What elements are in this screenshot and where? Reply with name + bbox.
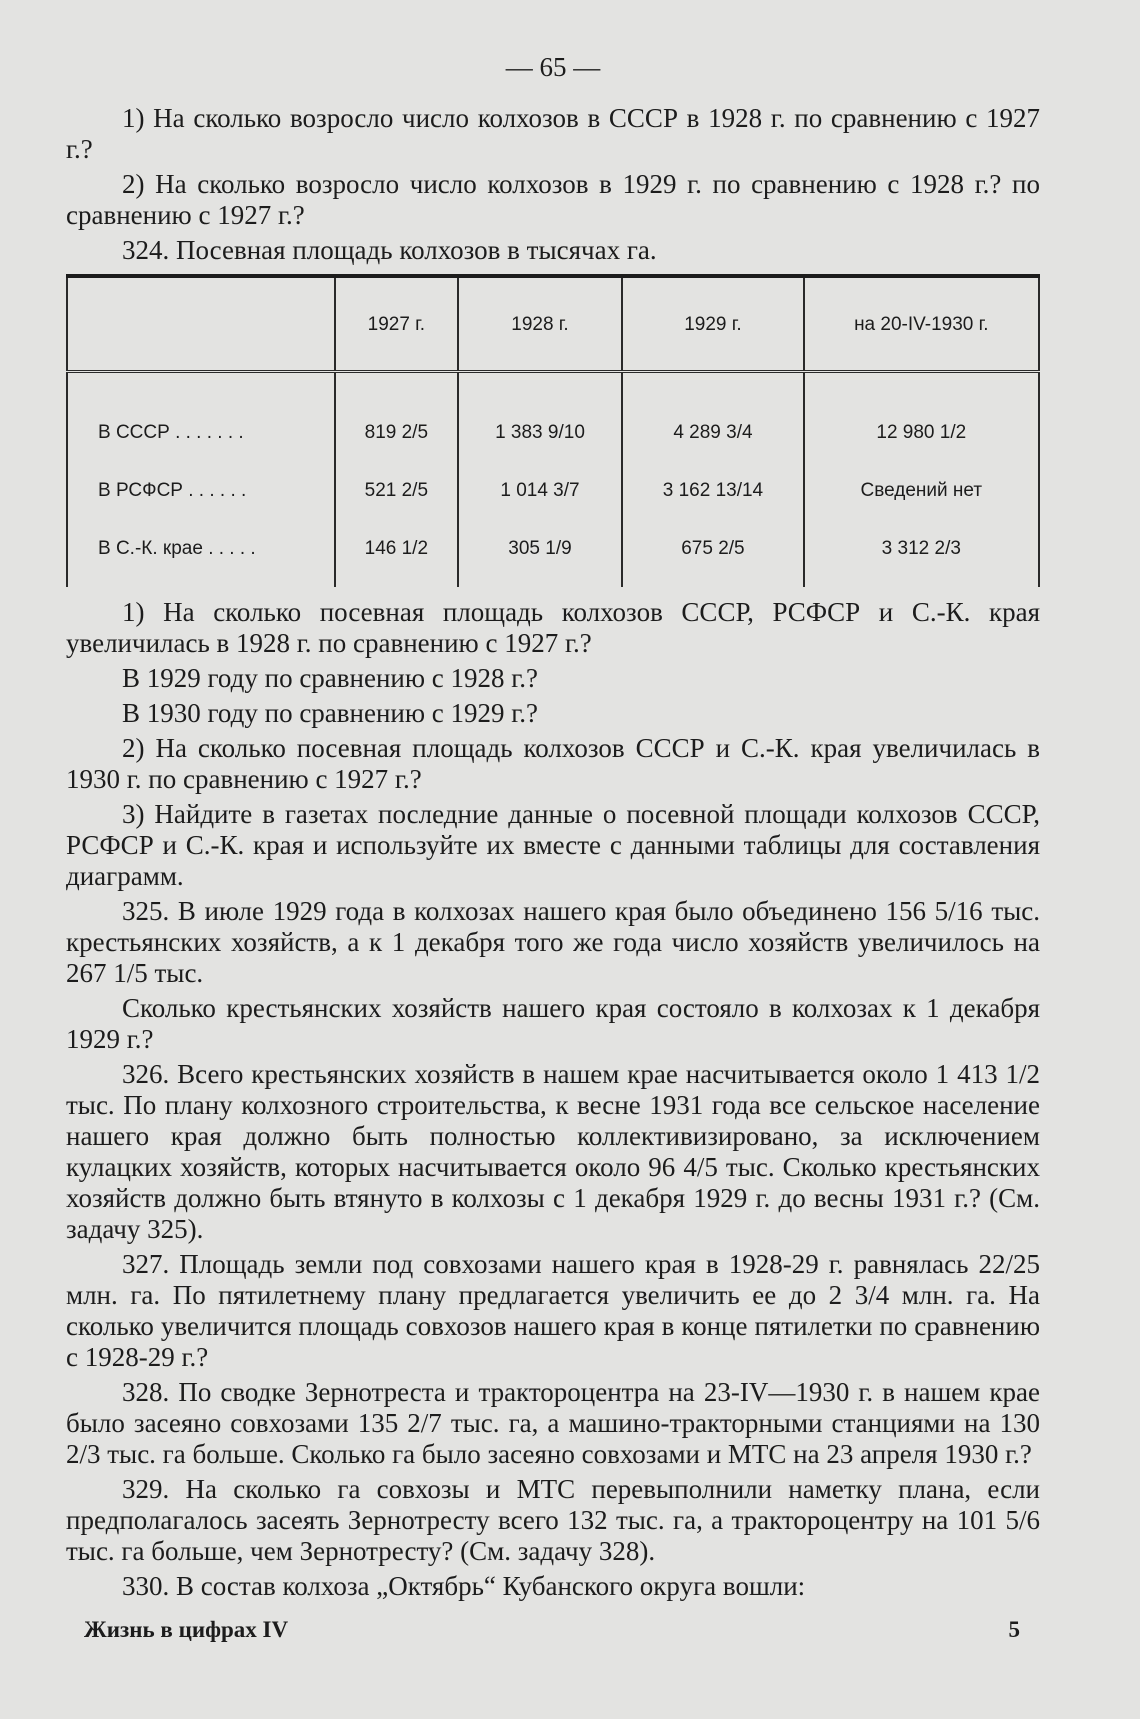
q324-1b: В 1929 году по сравнению с 1928 г.? [122,663,539,693]
problem-325: 325. В июле 1929 года в колхозах нашего края было объединено 156 5/16 тыс. крестьянских хозяйств, а к 1 декабря того же года число хозяйств увеличилось на 267 1/5 тыс. [66,896,1040,988]
q324-2: 2) На сколько посевная площадь колхозов СССР и С.-К. края увеличилась в 1930 г. по сравнению с 1927 г.? [66,733,1040,794]
table-row [67,461,1039,519]
footer-book-title: Жизнь в цифрах IV [84,1617,289,1642]
table-cell: 1 014 3/7 [458,461,623,519]
table-cell: 146 1/2 [335,519,458,587]
row-label: В РСФСР . . . . . . [67,461,335,519]
q324-1c: В 1930 году по сравнению с 1929 г.? [122,698,539,728]
row-label: В СССР . . . . . . . [67,372,335,462]
question-1: 1) На сколько возросло число колхозов в СССР в 1928 г. по сравнению с 1927 г.? [66,103,1040,164]
footer-signature-number: 5 [1008,1617,1020,1642]
table-cell: 3 312 2/3 [804,519,1039,587]
q324-3: 3) Найдите в газетах последние данные о посевной площади колхозов СССР, РСФСР и С.-К. края и используйте их вместе с данными таблицы для составления диаграмм. [66,799,1040,891]
table-cell: 819 2/5 [335,372,458,462]
table-row [67,372,1039,462]
question-2: 2) На сколько возросло число колхозов в 1929 г. по сравнению с 1928 г.? по сравнению с 1927 г.? [66,169,1040,230]
header-1928: 1928 г. [458,276,623,372]
table-cell: 4 289 3/4 [622,372,803,462]
header-1929: 1929 г. [622,276,803,372]
problem-324-title: 324. Посевная площадь колхозов в тысячах га. [122,235,657,265]
page-number-header: — 65 — [505,52,601,82]
q324-1: 1) На сколько посевная площадь колхозов СССР, РСФСР и С.-К. края увеличилась в 1928 г. по сравнению с 1927 г.? [66,597,1040,658]
header-1927: 1927 г. [335,276,458,372]
problem-329: 329. На сколько га совхозы и МТС перевыполнили наметку плана, если предполагалось засеять Зернотресту всего 132 тыс. га, а трактороцентру на 101 5/6 тыс. га больше, чем Зернотресту? (См. задачу 328). [66,1474,1040,1566]
problem-330: 330. В состав колхоза „Октябрь“ Кубанского округа вошли: [122,1571,806,1601]
table-cell: Сведений нет [804,461,1039,519]
table-header-row [67,276,1039,372]
table-cell: 1 383 9/10 [458,372,623,462]
sown-area-table [66,274,1040,587]
row-label: В С.-К. крае . . . . . [67,519,335,587]
table-cell: 521 2/5 [335,461,458,519]
table-cell: 675 2/5 [622,519,803,587]
table-cell: 3 162 13/14 [622,461,803,519]
page-footer [84,1614,1020,1645]
problem-328: 328. По сводке Зернотреста и трактороцентра на 23-IV—1930 г. в нашем крае было засеяно совхозами 135 2/7 тыс. га, а машино-тракторными станциями на 130 2/3 тыс. га больше. Сколько га было засеяно совхозами и МТС на 23 апреля 1930 г.? [66,1377,1040,1469]
header-empty [67,276,335,372]
problem-326: 326. Всего крестьянских хозяйств в нашем крае насчитывается около 1 413 1/2 тыс. По плану колхозного строительства, к весне 1931 года все сельское население нашего края должно быть полностью коллективизировано, за исключением кулацких хозяйств, которых насчитывается около 96 4/5 тыс. Сколько крестьянских хозяйств должно быть втянуто в колхозы с 1 декабря 1929 г. до весны 1931 г.? (См. задачу 325). [66,1059,1040,1244]
problem-327: 327. Площадь земли под совхозами нашего края в 1928-29 г. равнялась 22/25 млн. га. По пятилетнему плану предлагается увеличить ее до 2 3/4 млн. га. На сколько увеличится площадь совхозов нашего края в конце пятилетки по сравнению с 1928-29 г.? [66,1249,1040,1372]
problem-325-question: Сколько крестьянских хозяйств нашего края состояло в колхозах к 1 декабря 1929 г.? [66,993,1040,1054]
table-cell: 305 1/9 [458,519,623,587]
table-cell: 12 980 1/2 [804,372,1039,462]
header-1930: на 20-IV-1930 г. [804,276,1039,372]
table-row [67,519,1039,587]
